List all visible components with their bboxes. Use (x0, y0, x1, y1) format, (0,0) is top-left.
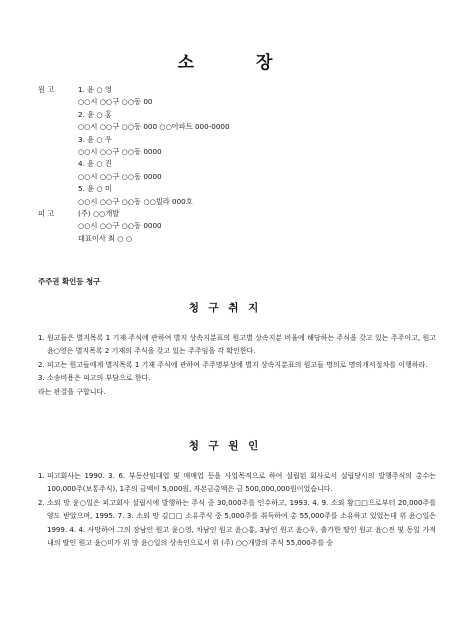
plaintiff-name: 5. 윤 ○ 미 (78, 184, 112, 194)
claim-item-text: 소송비용은 피고의 부담으로 한다. (47, 374, 151, 383)
defendant-row (38, 208, 230, 220)
plaintiff-name: 1. 윤 ○ 영 (78, 85, 112, 94)
cause-item-number: 1. (38, 472, 45, 480)
claim-closing: 라는 판결을 구합니다. (38, 387, 106, 396)
plaintiff-address: ○○시 ○○구 ○○동 00 (78, 97, 153, 107)
claim-item (38, 372, 436, 385)
claim-body (38, 332, 436, 399)
plaintiff-name: 2. 윤 ○ 홍 (78, 109, 112, 119)
claim-item-text: 피고는 원고들에게 별지목록 1 기재 주식에 관하여 주주명부상에 별지 상속지분표의 원고들 명의로 명의개서절차를 이행하라. (47, 360, 428, 369)
cause-item (38, 497, 436, 551)
plaintiff-row-1 (38, 84, 230, 96)
defendant-representative: 대표이사 최 ○ ○ (78, 233, 133, 243)
defendant-name: (주) ○○개발 (78, 209, 120, 219)
plaintiff-name: 3. 윤 ○ 우 (78, 134, 112, 144)
defendant-role-label: 피 고 (38, 209, 55, 219)
claim-item-number: 3. (38, 374, 45, 383)
cause-body (38, 470, 436, 550)
case-title: 주주권 확인등 청구 (38, 277, 101, 286)
cause-item-text: 피고회사는 1990. 3. 6. 부동산임대업 및 매매업 등을 사업목적으로 하여 설립된 회사로서 설립당시의 발행주식의 총수는 100,000주(보통주식), 1주의 금액이 5,000원, 자본금총액은 금 500,000,000원이었습니다. (47, 472, 436, 494)
claim-item (38, 332, 436, 359)
plaintiff-name: 4. 윤 ○ 진 (78, 159, 112, 169)
claim-item (38, 359, 436, 372)
plaintiff-address: ○○시 ○○구 ○○동 0000 (78, 171, 162, 181)
defendant-address: ○○시 ○○구 ○○동 0000 (78, 221, 162, 231)
claim-heading: 청 구 취 지 (188, 302, 262, 314)
cause-item-text: 소외 망 윤○일은 피고회사 설립시에 발행하는 주식 중 30,000주를 인수하고, 1993. 4. 9. 소외 황□□으로부터 20,000주를 양도 받았으며, 1995. 7. 3. 소외 망 김□□ 소유주식 중 5,000주를 취득하여 총 55,000주를 소유하고 있었는데 위 윤○일은 1999. 4. 4. 사망하여 그의 장남인 원고 윤○영, 차남인 원고 윤○홍, 3남인 원고 윤○우, 출가한 딸인 원고 윤○진 및 동일 가적내의 딸인 원고 윤○미가 위 망 윤○일의 상속인으로서 위 (주) ○○개발의 주식 55,000주를 승 (47, 498, 436, 548)
cause-heading: 청 구 원 인 (188, 440, 262, 452)
plaintiff-address: ○○시 ○○구 ○○동 0000 (78, 147, 162, 157)
claim-item-text: 원고들은 별지목록 1 기재 주식에 관하여 별지 상속지분표의 원고별 상속지분 비율에 해당하는 주식을 갖고 있는 주주이고, 원고 윤○영은 별지목록 2 기재의 주식을 갖고 있는 주주임을 각 확인한다. (47, 334, 436, 356)
plaintiff-address: ○○시 ○○구 ○○동 000 ○○아파트 000-0000 (78, 122, 230, 132)
plaintiff-role-label: 원 고 (38, 85, 55, 94)
claim-item-number: 1. (38, 334, 45, 342)
document-title: 소 장 (177, 53, 301, 73)
claim-item-number: 2. (38, 360, 45, 369)
plaintiff-address: ○○시 ○○구 ○○동 ○○빌라 000호 (78, 196, 193, 206)
cause-item (38, 470, 436, 497)
parties-block (38, 84, 230, 245)
cause-item-number: 2. (38, 498, 45, 507)
